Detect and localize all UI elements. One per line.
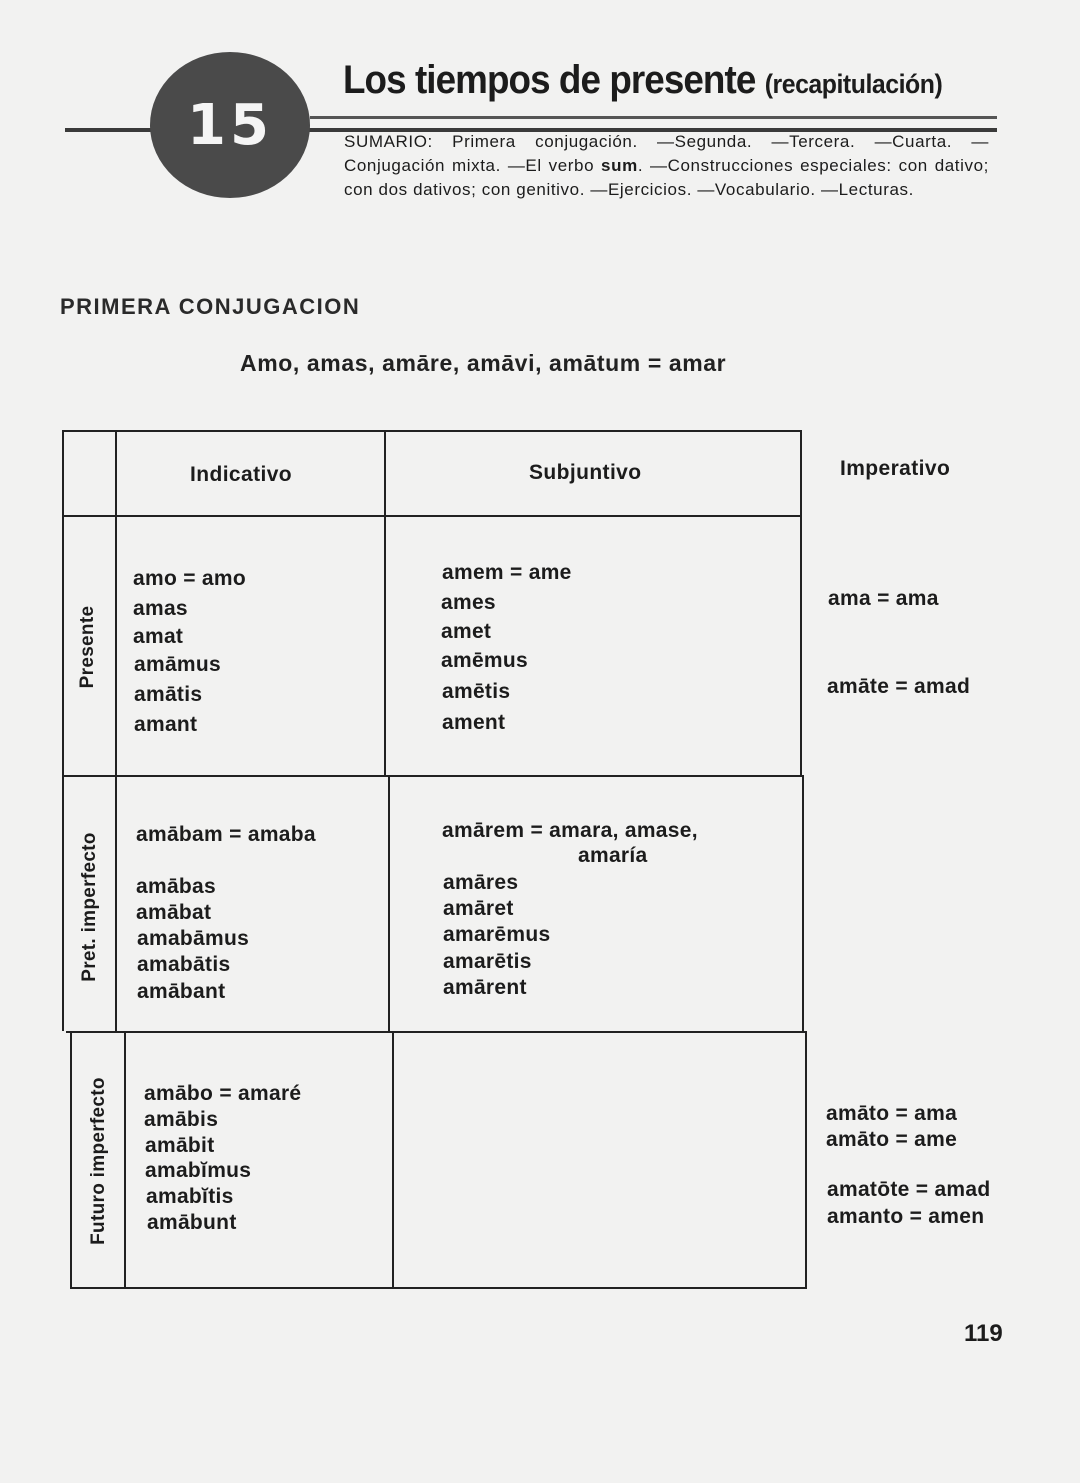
summary-text-end: . —Construcciones especiales: con dativo; con dos dativos; con genitivo. —Ejercicios. —Vocabulario. —Lecturas. <box>344 156 989 199</box>
imperfect-subjunctive-form-4: amarēmus <box>443 923 551 946</box>
future-imperative-form-3: amatōte = amad <box>827 1178 991 1201</box>
future-indicative-form-4: amabĭmus <box>145 1159 252 1182</box>
chapter-badge <box>150 52 310 198</box>
row-label-future: Futuro imperfecto <box>88 1077 109 1245</box>
imperfect-subjunctive-form-2: amāres <box>443 871 519 894</box>
section-heading: PRIMERA CONJUGACION <box>60 294 361 319</box>
summary-text-bold: sum <box>601 156 638 175</box>
table-column-divider <box>384 430 386 775</box>
table-border-top <box>62 430 802 432</box>
future-indicative-form-2: amābis <box>144 1108 219 1131</box>
table-border-right-mid <box>802 775 804 1031</box>
present-imperative-form-1: ama = ama <box>828 587 939 610</box>
row-label-present: Presente <box>77 605 98 689</box>
table-border-left-lower <box>70 1031 72 1289</box>
row-label-imperfect: Pret. imperfecto <box>79 832 100 982</box>
future-imperative-form-2: amāto = ame <box>826 1128 958 1151</box>
table-border-bottom <box>70 1287 807 1289</box>
imperfect-indicative-form-2: amābas <box>136 875 217 898</box>
present-subjunctive-form-4: amēmus <box>441 649 529 672</box>
imperfect-indicative-form-5: amabātis <box>137 953 231 976</box>
table-column-divider-mid <box>388 775 390 1031</box>
present-subjunctive-form-5: amētis <box>442 680 511 703</box>
chapter-title-suffix: (recapitulación) <box>764 69 943 99</box>
imperfect-subjunctive-form-6: amārent <box>443 976 527 999</box>
present-indicative-form-4: amāmus <box>134 653 222 676</box>
principal-parts: Amo, amas, amāre, amāvi, amātum = amar <box>240 350 727 376</box>
column-header-imperative: Imperativo <box>840 457 951 480</box>
future-imperative-form-4: amanto = amen <box>827 1205 985 1228</box>
present-subjunctive-form-6: ament <box>442 711 506 734</box>
future-indicative-form-5: amabĭtis <box>146 1185 234 1208</box>
table-row-divider-1 <box>64 775 804 777</box>
table-header-divider <box>62 515 802 517</box>
imperfect-indicative-form-4: amabāmus <box>137 927 250 950</box>
summary-text-start: SUMARIO: Primera conjugación. —Segunda. —Tercera. —Cuarta. —Conjugación mixta. —El verbo <box>344 132 989 175</box>
table-column-divider-lower <box>392 1031 394 1289</box>
chapter-summary <box>344 130 989 202</box>
future-indicative-form-6: amābunt <box>147 1211 237 1234</box>
header-rule-thin <box>310 116 997 119</box>
table-row-divider-2 <box>66 1031 806 1033</box>
table-label-divider <box>115 430 117 1031</box>
column-header-subjunctive: Subjuntivo <box>529 461 642 484</box>
present-subjunctive-form-2: ames <box>441 591 496 614</box>
present-subjunctive-form-1: amem = ame <box>442 561 572 584</box>
present-indicative-form-3: amat <box>133 625 184 648</box>
chapter-number: 15 <box>187 92 273 158</box>
chapter-title-main: Los tiempos de presente <box>343 58 756 102</box>
imperfect-subjunctive-form-1b: amaría <box>578 844 648 867</box>
future-indicative-form-1: amābo = amaré <box>144 1082 302 1105</box>
present-indicative-form-6: amant <box>134 713 198 736</box>
chapter-title <box>343 58 950 103</box>
imperfect-subjunctive-form-3: amāret <box>443 897 514 920</box>
table-label-divider-lower <box>124 1031 126 1289</box>
future-indicative-form-3: amābit <box>145 1134 215 1157</box>
present-subjunctive-form-3: amet <box>441 620 492 643</box>
future-imperative-form-1: amāto = ama <box>826 1102 958 1125</box>
table-border-left <box>62 430 64 1031</box>
present-indicative-form-2: amas <box>133 597 188 620</box>
present-indicative-form-5: amātis <box>134 683 203 706</box>
imperfect-subjunctive-form-5: amarētis <box>443 950 532 973</box>
page-number: 119 <box>964 1320 1003 1347</box>
column-header-indicative: Indicativo <box>190 463 293 486</box>
imperfect-subjunctive-form-1: amārem = amara, amase, <box>442 819 698 842</box>
imperfect-indicative-form-3: amābat <box>136 901 212 924</box>
table-border-right-lower <box>805 1031 807 1289</box>
table-border-right <box>800 430 802 775</box>
imperfect-indicative-form-6: amābant <box>137 980 226 1003</box>
present-imperative-form-2: amāte = amad <box>827 675 971 698</box>
imperfect-indicative-form-1: amābam = amaba <box>136 823 316 846</box>
present-indicative-form-1: amo = amo <box>133 567 246 590</box>
